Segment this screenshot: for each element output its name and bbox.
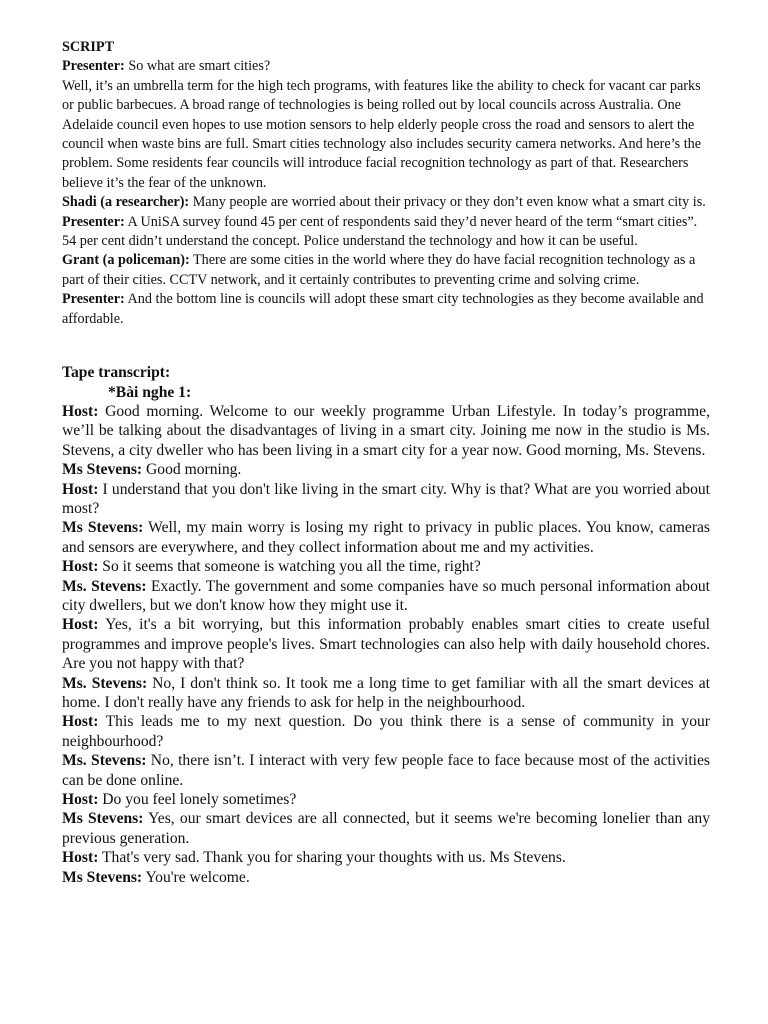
script-section [62, 38, 710, 329]
transcript-line [62, 868, 710, 887]
line-text: No, there isn’t. I interact with very few people face to face because most of the activities can be done online. [62, 752, 710, 789]
line-text: Good morning. [142, 461, 242, 479]
speaker-label: Ms Stevens: [62, 868, 143, 886]
transcript-line [62, 518, 710, 557]
line-text: Exactly. The government and some companies have so much personal information about city dwellers, but we don't know how they might use it. [62, 577, 711, 614]
paragraph-text: And the bottom line is councils will adopt these smart city technologies as they become available and affordable. [62, 291, 704, 327]
line-text: You're welcome. [142, 868, 250, 886]
line-text: So it seems that someone is watching you all the time, right? [98, 558, 481, 576]
script-paragraph [62, 251, 710, 290]
paragraph-text: A UniSA survey found 45 per cent of respondents said they’d never heard of the term “smart cities”. 54 per cent didn’t understand the concept. Police understand the technology and how it can be useful. [62, 213, 698, 250]
transcript-line [62, 751, 710, 790]
line-text: Well, my main worry is losing my right to privacy in public places. You know, cameras and sensors are everywhere, and they collect information about me and my activities. [62, 519, 710, 556]
speaker-label: Ms. Stevens: [62, 674, 148, 692]
script-paragraph [62, 290, 710, 329]
speaker-label: Presenter: [62, 213, 125, 230]
speaker-label: Ms Stevens: [62, 519, 144, 537]
tape-transcript-section [62, 363, 710, 887]
transcript-line [62, 402, 710, 460]
transcript-line [62, 557, 710, 576]
speaker-label: Host: [62, 791, 99, 809]
transcript-line [62, 460, 710, 479]
line-text: Do you feel lonely sometimes? [98, 791, 297, 809]
speaker-label: Host: [62, 616, 99, 634]
speaker-label: Ms. Stevens: [62, 577, 147, 595]
transcript-line [62, 615, 710, 673]
transcript-line [62, 674, 710, 713]
speaker-label: Host: [62, 558, 99, 576]
script-paragraph [62, 57, 710, 193]
speaker-label: Host: [62, 849, 99, 867]
speaker-label: Shadi (a researcher): [62, 194, 190, 211]
line-text: Good morning. Welcome to our weekly programme Urban Lifestyle. In today’s programme, we’ll be talking about the disadvantages of living in a smart city. Joining me now in the studio is Ms. Stevens, a city dweller who has been living in a smart city for a year now. Good morning, Ms. Stevens. [62, 402, 710, 459]
paragraph-text: There are some cities in the world where they do have facial recognition technology as a part of their cities. CCTV network, and it certainly contributes to preventing crime and solving crime. [62, 252, 696, 288]
script-paragraph [62, 213, 710, 252]
speaker-label: Grant (a policeman): [62, 252, 190, 269]
transcript-line [62, 480, 710, 519]
speaker-label: Ms. Stevens: [62, 752, 147, 770]
transcript-line [62, 790, 710, 809]
speaker-label: Host: [62, 402, 99, 420]
paragraph-text: So what are smart cities? Well, it’s an umbrella term for the high tech programs, with features like the ability to check for vacant car parks or public barbecues. A broad range of technologies is being rolled out by local councils across Australia. One Adelaide council even hopes to use motion sensors to help elderly people cross the road and sensors to alert the council when waste bins are full. Smart cities technology also includes security camera networks. And here’s the problem. Some residents fear councils will introduce facial recognition technology as part of that. Researchers believe it’s the fear of the unknown. [62, 58, 702, 191]
speaker-label: Presenter: [62, 291, 125, 308]
line-text: I understand that you don't like living in the smart city. Why is that? What are you worried about most? [62, 480, 710, 517]
script-paragraph [62, 193, 710, 212]
line-text: Yes, it's a bit worrying, but this information probably enables smart cities to create useful programmes and improve people's lives. Smart technologies can also help with daily household chores. Are you not happy with that? [62, 616, 710, 673]
script-title: SCRIPT [62, 39, 115, 55]
speaker-label: Host: [62, 480, 99, 498]
transcript-line [62, 848, 710, 867]
line-text: No, I don't think so. It took me a long time to get familiar with all the smart devices at home. I don't really have any friends to ask for help in the neighbourhood. [62, 674, 710, 711]
listening-subtitle: *Bài nghe 1: [108, 383, 192, 401]
line-text: This leads me to my next question. Do you think there is a sense of community in your neighbourhood? [62, 713, 710, 750]
transcript-line [62, 577, 710, 616]
transcript-line [62, 809, 710, 848]
speaker-label: Presenter: [62, 58, 125, 75]
speaker-label: Ms Stevens: [62, 461, 143, 479]
paragraph-text: Many people are worried about their privacy or they don’t even know what a smart city is. [189, 194, 706, 211]
speaker-label: Host: [62, 713, 99, 731]
tape-transcript-title: Tape transcript: [62, 364, 171, 382]
speaker-label: Ms Stevens: [62, 810, 144, 828]
line-text: That's very sad. Thank you for sharing your thoughts with us. Ms Stevens. [98, 849, 566, 867]
transcript-line [62, 712, 710, 751]
line-text: Yes, our smart devices are all connected, but it seems we're becoming lonelier than any previous generation. [62, 810, 711, 847]
